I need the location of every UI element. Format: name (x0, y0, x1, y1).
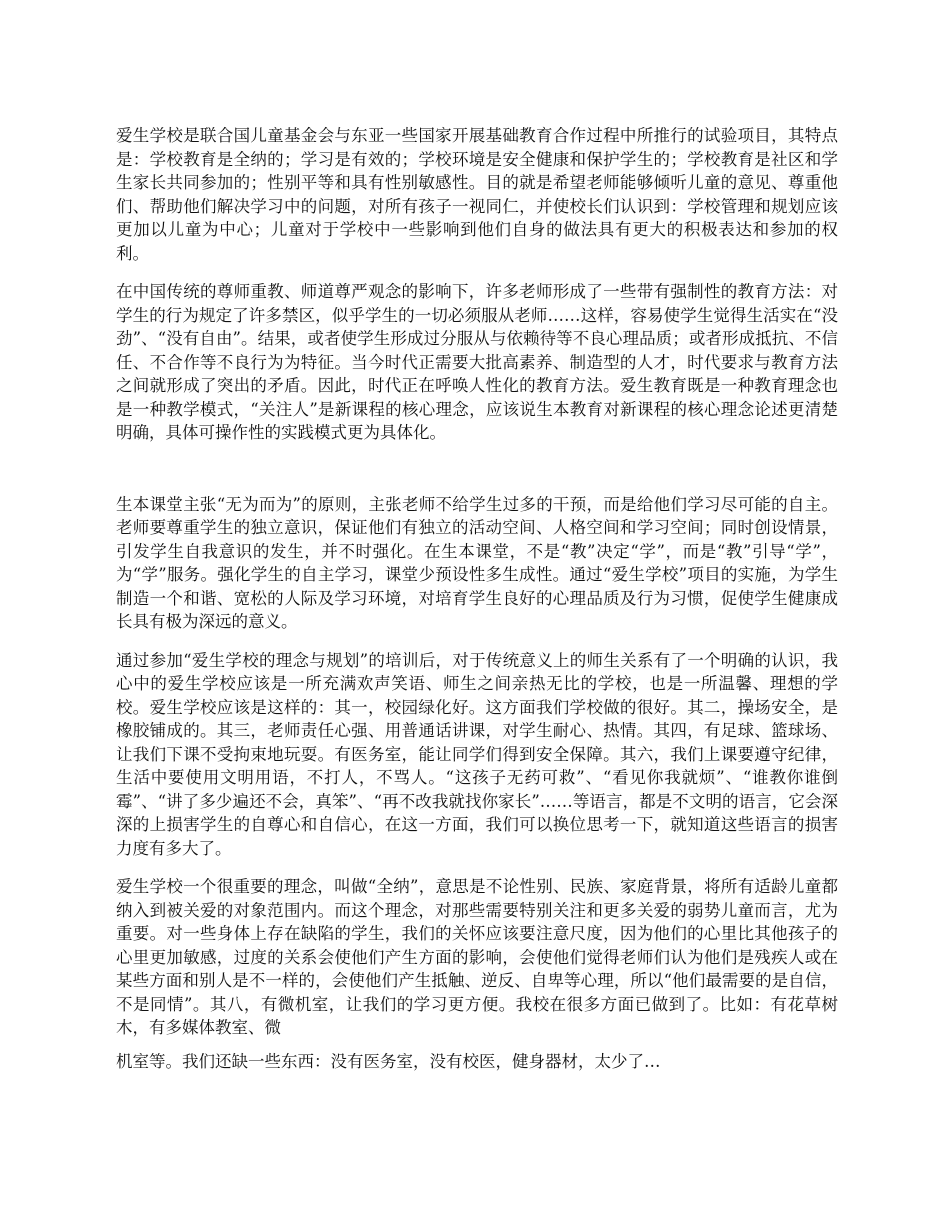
paragraph-5: 爱生学校一个很重要的理念，叫做“全纳”，意思是不论性别、民族、家庭背景，将所有适龄儿童都纳入到被关爱的对象范围内。而这个理念，对那些需要特别关注和更多关爱的弱势儿童而言，尤为重要。对一些身体上存在缺陷的学生，我们的关怀应该要注意尺度，因为他们的心里比其他孩子的心里更加敏感，过度的关系会使他们产生方面的影响，会使他们觉得老师们认为他们是残疾人或在某些方面和别人是不一样的，会使他们产生抵触、逆反、自卑等心理，所以“他们最需要的是自信，不是同情”。其八，有微机室，让我们的学习更方便。我校在很多方面已做到了。比如：有花草树木，有多媒体教室、微 (116, 877, 838, 1037)
paragraph-4: 通过参加“爱生学校的理念与规划”的培训后，对于传统意义上的师生关系有了一个明确的认识，我心中的爱生学校应该是一所充满欢声笑语、师生之间亲热无比的学校，也是一所温馨、理想的学校。爱生学校应该是这样的：其一，校园绿化好。这方面我们学校做的很好。其二，操场安全，是橡胶铺成的。其三，老师责任心强、用普通话讲课，对学生耐心、热情。其四，有足球、篮球场、让我们下课不受拘束地玩耍。有医务室，能让同学们得到安全保障。其六，我们上课要遵守纪律，生活中要使用文明用语，不打人，不骂人。“这孩子无药可救”、“看见你我就烦”、“谁教你谁倒霉”、“讲了多少遍还不会，真笨”、“再不改我就找你家长”……等语言，都是不文明的语言，它会深深的上损害学生的自尊心和自信心，在这一方面，我们可以换位思考一下，就知道这些语言的损害力度有多大了。 (116, 650, 838, 858)
paragraph-6: 机室等。我们还缺一些东西：没有医务室，没有校医，健身器材，太少了… (116, 1051, 661, 1071)
paragraph-3: 生本课堂主张“无为而为”的原则，主张老师不给学生过多的干预，而是给他们学习尽可能的自主。老师要尊重学生的独立意识，保证他们有独立的活动空间、人格空间和学习空间；同时创设情景，引发学生自我意识的发生，并不时强化。在生本课堂，不是“教”决定“学”，而是“教”引导“学”，为“学”服务。强化学生的自主学习，课堂少预设性多生成性。通过“爱生学校”项目的实施，为学生制造一个和谐、宽松的人际及学习环境，对培育学生良好的心理品质及行为习惯，促使学生健康成长具有极为深远的意义。 (116, 494, 838, 631)
document-page (116, 124, 838, 1088)
paragraph-1: 爱生学校是联合国儿童基金会与东亚一些国家开展基础教育合作过程中所推行的试验项目，其特点是：学校教育是全纳的；学习是有效的；学校环境是安全健康和保护学生的；学校教育是社区和学生家长共同参加的；性别平等和具有性别敏感性。目的就是希望老师能够倾听儿童的意见、尊重他们、帮助他们解决学习中的问题，对所有孩子一视同仁，并使校长们认识到：学校管理和规划应该更加以儿童为中心；儿童对于学校中一些影响到他们自身的做法具有更大的积极表达和参加的权利。 (116, 126, 838, 263)
paragraph-2: 在中国传统的尊师重教、师道尊严观念的影响下，许多老师形成了一些带有强制性的教育方法：对学生的行为规定了许多禁区，似乎学生的一切必须服从老师……这样，容易使学生觉得生活实在“没劲”、“没有自由”。结果，或者使学生形成过分服从与依赖待等不良心理品质；或者形成抵抗、不信任、不合作等不良行为为特征。当今时代正需要大批高素养、制造型的人才，时代要求与教育方法之间就形成了突出的矛盾。因此，时代正在呼唤人性化的教育方法。爱生教育既是一种教育理念也是一种教学模式，“关注人”是新课程的核心理念，应该说生本教育对新课程的核心理念论述更清楚明确，具体可操作性的实践模式更为具体化。 (116, 282, 838, 442)
